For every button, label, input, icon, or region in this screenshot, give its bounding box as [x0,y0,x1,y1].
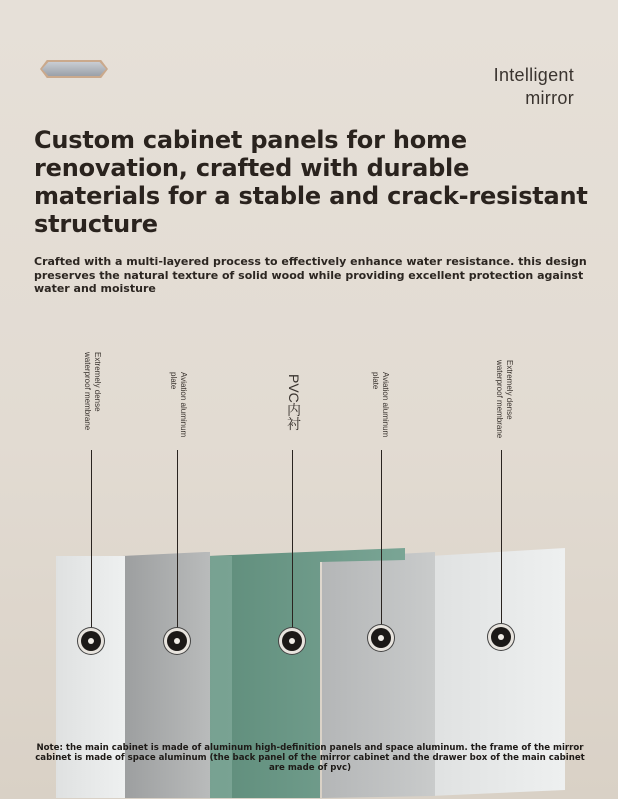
brand-line-2: mirror [525,88,574,108]
layer-label-1: Extremely dense waterproof membrane [83,352,102,431]
leader-line-5 [501,450,502,634]
leader-line-1 [91,450,92,638]
leader-line-3 [292,450,293,638]
leader-line-4 [381,450,382,636]
material-note: Note: the main cabinet is made of aluminum high-definition panels and space aluminum. the frame of the mirror cabinet is made of space aluminum (the back panel of the mirror cabinet and the drawer box of the main cabinet are made of pvc) [35,743,585,773]
marker-dot-5 [491,627,511,647]
layer-label-4: Aviation aluminum plate [371,372,390,438]
marker-dot-4 [371,628,391,648]
layer-label-5: Extremely dense waterproof membrane [495,360,514,439]
brand-line-1: Intelligent [493,65,574,85]
marker-dot-2 [167,631,187,651]
headline: Custom cabinet panels for home renovation, crafted with durable materials for a stable and crack-resistant structure [34,126,588,238]
layer-label-3: PVC内衬 [286,374,302,431]
leader-line-2 [177,450,178,638]
marker-dot-1 [81,631,101,651]
description: Crafted with a multi-layered process to effectively enhance water resistance. this design preserves the natural texture of solid wood while providing excellent protection against water and moisture [34,255,587,295]
layer-label-2: Aviation aluminum plate [169,372,188,438]
marker-dot-3 [282,631,302,651]
